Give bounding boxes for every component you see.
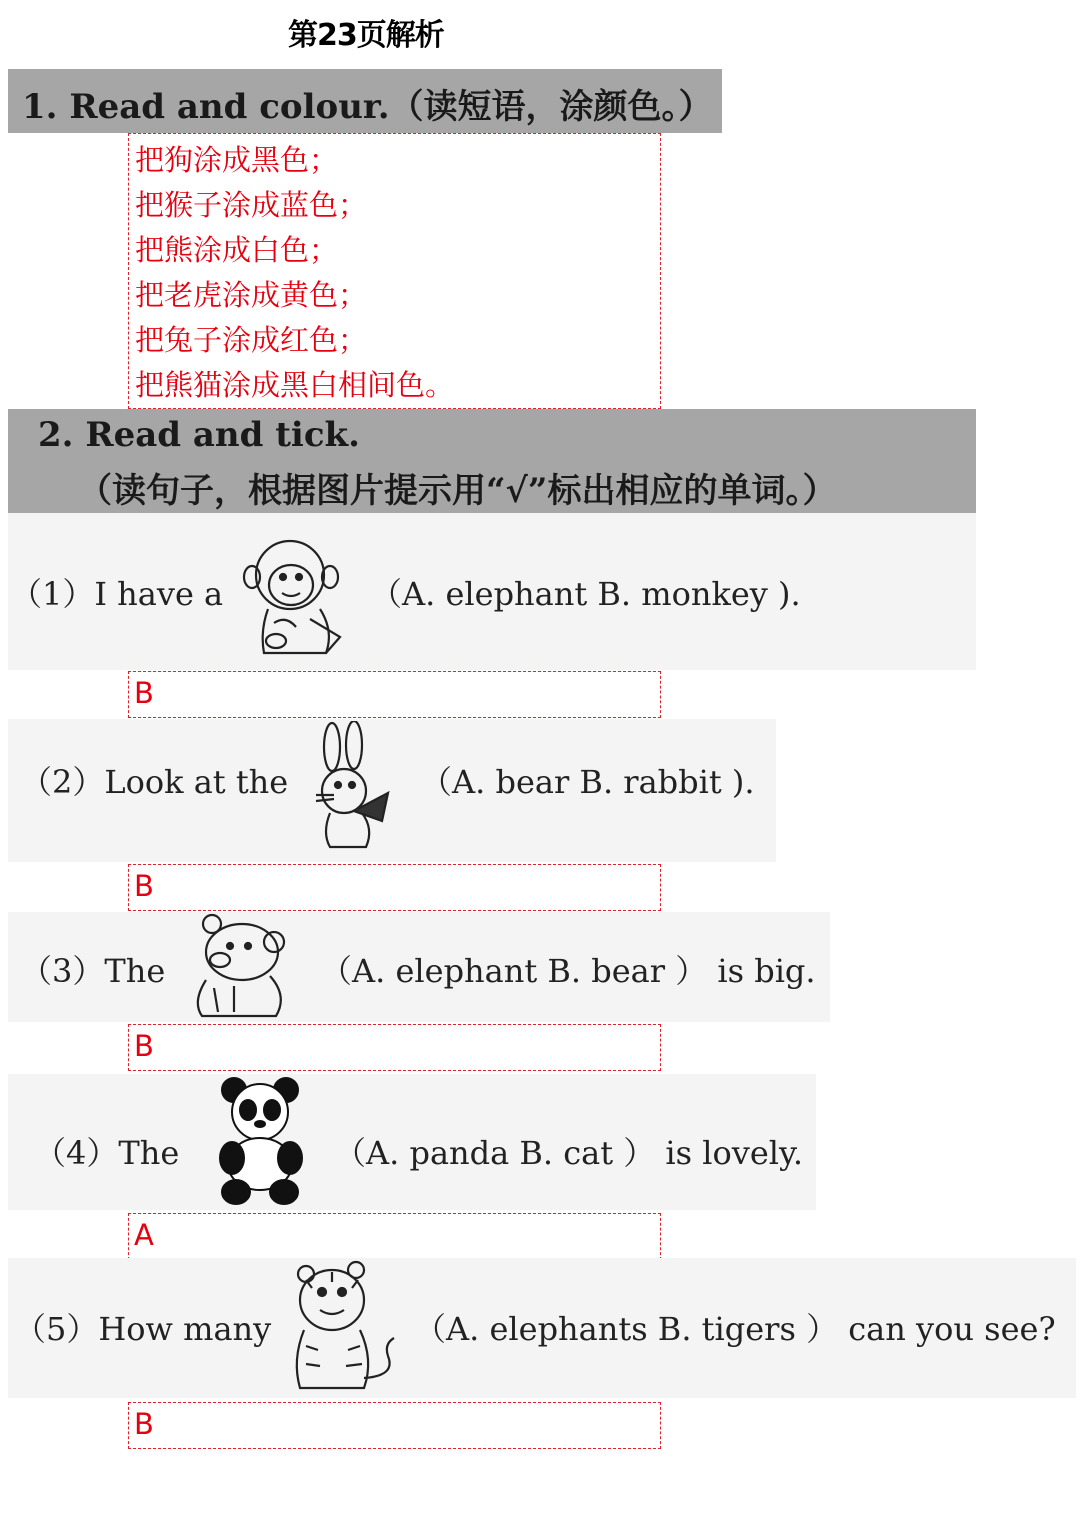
question-2-answer: B	[128, 864, 661, 911]
question-3-prefix: （3）The	[20, 952, 166, 990]
question-1-options: （A. elephant B. monkey ).	[370, 575, 801, 613]
rabbit-icon	[304, 721, 396, 855]
answer-line: 把熊涂成白色；	[135, 233, 339, 267]
question-5	[8, 1258, 1076, 1398]
panda-icon	[210, 1076, 306, 1208]
section-1-title: 1. Read and colour.（读短语，涂颜色。）	[22, 87, 713, 127]
question-5-prefix: （5）How many	[14, 1310, 272, 1348]
answer-line: 把兔子涂成红色；	[135, 323, 368, 357]
answer-line: 把老虎涂成黄色；	[135, 278, 368, 312]
question-5-options: （A. elephants B. tigers ） can you see?	[414, 1310, 1056, 1348]
monkey-icon	[240, 531, 358, 661]
answer-line: 把狗涂成黑色；	[135, 143, 339, 177]
tiger-icon	[284, 1260, 404, 1396]
section-1-answer-box	[128, 133, 661, 409]
question-2-prefix: （2）Look at the	[20, 763, 289, 801]
question-4	[8, 1074, 816, 1210]
bear-icon	[184, 912, 296, 1020]
question-4-prefix: （4）The	[34, 1134, 180, 1172]
question-2	[8, 719, 776, 862]
page-title: 第23页解析	[288, 18, 444, 53]
question-1	[8, 513, 976, 670]
section-2-title: 2. Read and tick.	[38, 415, 360, 455]
question-2-options: （A. bear B. rabbit ).	[420, 763, 755, 801]
question-1-prefix: （1）I have a	[10, 575, 224, 613]
question-3-options: （A. elephant B. bear ） is big.	[320, 952, 816, 990]
section-2-header	[8, 409, 976, 513]
section-1-header	[8, 69, 722, 133]
question-4-options: （A. panda B. cat ） is lovely.	[334, 1134, 804, 1172]
answer-line: 把猴子涂成蓝色；	[135, 188, 368, 222]
question-3	[8, 912, 830, 1022]
question-3-answer: B	[128, 1024, 661, 1071]
question-4-answer: A	[128, 1213, 661, 1260]
question-5-answer: B	[128, 1402, 661, 1449]
question-1-answer: B	[128, 671, 661, 718]
section-2-instruction: （读句子，根据图片提示用“√”标出相应的单词。）	[78, 471, 837, 511]
answer-line: 把熊猫涂成黑白相间色。	[135, 368, 455, 402]
